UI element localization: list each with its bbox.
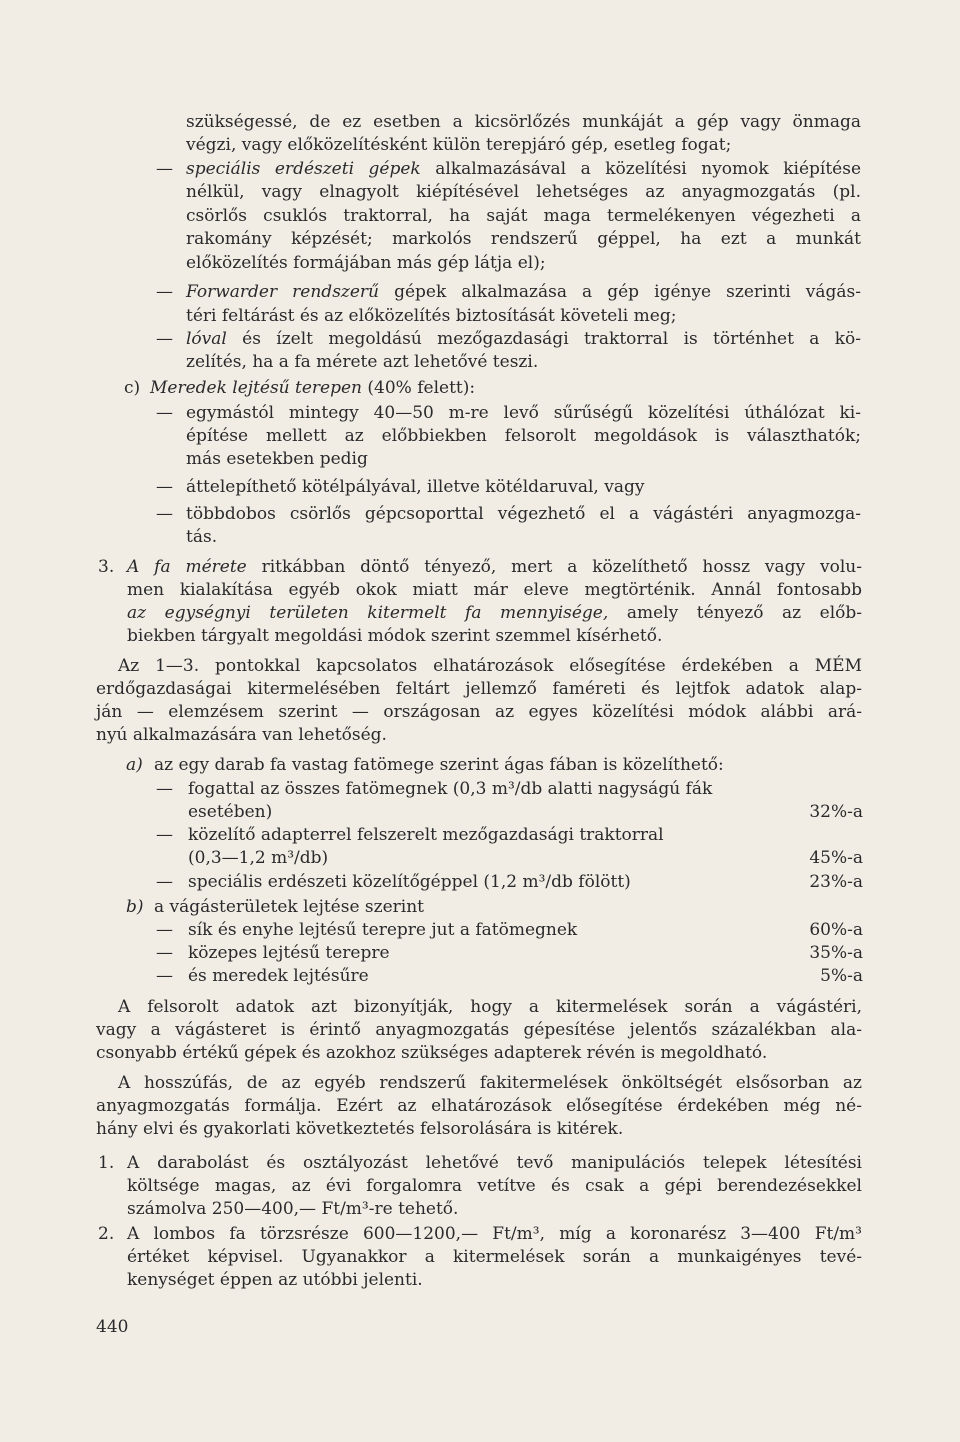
text-span: és ízelt megoldású mezőgazdasági traktorral is történhet a kö- [226,329,861,349]
text-line: men kialakítása egyéb okok miatt már eleve megtörténik. Annál fontosabb [127,580,862,600]
stat-label-b: b) [126,897,144,917]
list-dash: — [156,872,173,892]
text-line: kenységet éppen az utóbbi jelenti. [127,1270,423,1290]
text-span: (40% felett): [362,378,476,398]
text-line: értéket képvisel. Ugyanakkor a kitermelések során a munkaigényes tevé- [127,1247,862,1267]
list-dash: — [156,159,173,179]
text-line: anyagmozgatás formálja. Ezért az elhatározások elősegítése érdekében még né- [96,1096,862,1116]
italic-term: A fa mérete [127,557,247,577]
italic-term: Forwarder rendszerű [186,282,380,302]
list-dash: — [156,825,173,845]
italic-term: lóval [186,329,227,349]
text-line: számolva 250—400,— Ft/m³-re tehető. [127,1199,459,1219]
text-line: nyú alkalmazására van lehetőség. [96,725,387,745]
text-line: esetében) [188,802,273,822]
text-span: ritkábban döntő tényező, mert a közelíthető hossz vagy volu- [246,557,862,577]
text-line: vagy a vágásteret is érintő anyagmozgatás gépesítése jelentős százalékban ala- [96,1020,862,1040]
text-line: (0,3—1,2 m³/db) [188,848,329,868]
text-line: zelítés, ha a fa mérete azt lehetővé teszi. [186,352,539,372]
text-line: tás. [186,527,218,547]
text-line: ján — elemzésem szerint — országosan az egyes közelítési módok alábbi ará- [96,702,862,722]
list-dash: — [156,779,173,799]
page-number: 440 [96,1317,129,1337]
text-line: hány elvi és gyakorlati következtetés felsorolására is kitérek. [96,1119,624,1139]
text-line: szükségessé, de ez esetben a kicsörlőzés munkáját a gép vagy önmaga [186,112,861,132]
stat-value: 35%-a [809,943,863,963]
text-line: költsége magas, az évi forgalomra vetítve és csak a gépi berendezésekkel [127,1176,862,1196]
list-number: 2. [98,1224,115,1244]
text-line: fogattal az összes fatömegnek (0,3 m³/db alatti nagyságú fák [188,779,713,799]
text-line: végzi, vagy előközelítésként külön terepjáró gép, esetleg fogat; [186,135,732,155]
stat-value: 5%-a [820,966,863,986]
text-line: és meredek lejtésűre [188,966,369,986]
text-line: áttelepíthető kötélpályával, illetve kötéldaruval, vagy [186,477,645,497]
list-dash: — [156,943,173,963]
text-line: többdobos csörlős gépcsoporttal végezhető el a vágástéri anyagmozga- [186,504,861,524]
list-number: 1. [98,1153,115,1173]
text-line: a vágásterületek lejtése szerint [154,897,425,917]
list-dash: — [156,966,173,986]
text-line: rakomány képzését; markolós rendszerű géppel, ha ezt a munkát [186,229,861,249]
list-dash: — [156,282,173,302]
text-line: az egy darab fa vastag fatömege szerint ágas fában is közelíthető: [154,755,724,775]
text-line: A hosszúfás, de az egyéb rendszerű fakitermelések önköltségét elsősorban az [118,1073,862,1093]
section-label: c) [124,378,141,398]
text-span: alkalmazásával a közelítési nyomok kiépítése [420,159,862,179]
list-dash: — [156,403,173,423]
stat-value: 60%-a [809,920,863,940]
text-line: közepes lejtésű terepre [188,943,390,963]
text-line: építése mellett az előbbiekben felsorolt megoldások is választhatók; [186,426,861,446]
text-line: A darabolást és osztályozást lehetővé tevő manipulációs telepek létesítési [127,1153,862,1173]
point3-line [127,602,862,624]
text-line: előközelítés formájában más gép látja el); [186,253,546,273]
text-line: A lombos fa törzsrésze 600—1200,— Ft/m³, míg a koronarész 3—400 Ft/m³ [127,1224,862,1244]
text-line: Az 1—3. pontokkal kapcsolatos elhatározások elősegítése érdekében a MÉM [118,656,862,676]
italic-term: az egységnyi területen kitermelt fa mennyisége, [127,603,609,623]
list-dash: — [156,920,173,940]
stat-value: 32%-a [809,802,863,822]
text-line: más esetekben pedig [186,449,368,469]
text-line: közelítő adapterrel felszerelt mezőgazdasági traktorral [188,825,664,845]
text-line: sík és enyhe lejtésű terepre jut a fatömegnek [188,920,578,940]
stat-value: 23%-a [809,872,863,892]
list-dash: — [156,477,173,497]
point3-line [127,556,862,578]
section-heading [150,377,475,399]
text-line: A felsorolt adatok azt bizonyítják, hogy a kitermelések során a vágástéri, [118,997,862,1017]
italic-term: speciális erdészeti gépek [186,159,421,179]
italic-term: Meredek lejtésű terepen [150,378,363,398]
text-line: csonyabb értékű gépek és azokhoz szükséges adapterek révén is megoldható. [96,1043,768,1063]
list-dash: — [156,504,173,524]
point-number: 3. [98,557,115,577]
text-line: speciális erdészeti közelítőgéppel (1,2 m³/db fölött) [188,872,631,892]
text-line: nélkül, vagy elnagyolt kiépítésével lehetséges az anyagmozgatás (pl. [186,182,861,202]
text-span: gépek alkalmazása a gép igénye szerinti vágás- [379,282,861,302]
list-item-special [186,158,861,180]
text-line: egymástól mintegy 40—50 m-re levő sűrűségű közelítési úthálózat ki- [186,403,861,423]
text-line: csörlős csuklós traktorral, ha saját maga termelékenyen végezheti a [186,206,861,226]
text-line: biekben tárgyalt megoldási módok szerint szemmel kísérhető. [127,626,663,646]
text-line: téri feltárást és az előközelítés biztosítását követeli meg; [186,306,677,326]
list-dash: — [156,329,173,349]
text-span: amely tényező az előb- [608,603,862,623]
text-line: erdőgazdaságai kitermelésében feltárt jellemző faméreti és lejtfok adatok alap- [96,679,862,699]
stat-value: 45%-a [809,848,863,868]
list-item-forwarder [186,281,861,303]
list-item-loval [186,328,861,350]
stat-label-a: a) [126,755,143,775]
